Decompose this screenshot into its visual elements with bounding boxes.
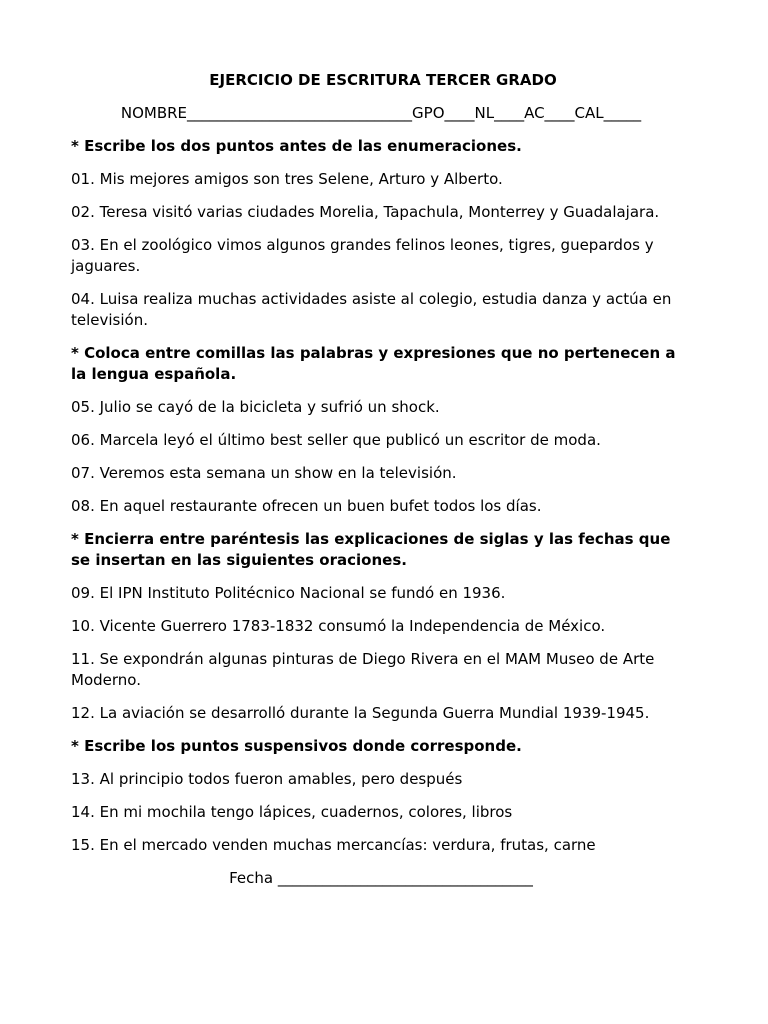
exercise-item-07: 07. Veremos esta semana un show en la televisión. xyxy=(71,464,457,482)
worksheet-page xyxy=(71,70,691,889)
section-colon xyxy=(71,136,691,331)
exercise-item-09: 09. El IPN Instituto Politécnico Nacional se fundó en 1936. xyxy=(71,584,506,602)
exercise-item-10: 10. Vicente Guerrero 1783-1832 consumó la Independencia de México. xyxy=(71,617,606,635)
exercise-item-14: 14. En mi mochila tengo lápices, cuadernos, colores, libros xyxy=(71,803,513,821)
section-instruction: * Escribe los dos puntos antes de las enumeraciones. xyxy=(71,137,522,155)
section-instruction: * Encierra entre paréntesis las explicaciones de siglas y las fechas que se insertan en las siguientes oraciones. xyxy=(71,530,671,569)
exercise-item-02: 02. Teresa visitó varias ciudades Morelia, Tapachula, Monterrey y Guadalajara. xyxy=(71,203,660,221)
exercise-item-08: 08. En aquel restaurante ofrecen un buen bufet todos los días. xyxy=(71,497,542,515)
exercise-item-06: 06. Marcela leyó el último best seller que publicó un escritor de moda. xyxy=(71,431,601,449)
exercise-item-13: 13. Al principio todos fueron amables, pero después xyxy=(71,770,463,788)
date-line: Fecha __________________________________ xyxy=(229,869,533,887)
section-instruction: * Coloca entre comillas las palabras y expresiones que no pertenecen a la lengua española. xyxy=(71,344,676,383)
exercise-item-12: 12. La aviación se desarrolló durante la Segunda Guerra Mundial 1939-1945. xyxy=(71,704,650,722)
exercise-item-15: 15. En el mercado venden muchas mercancías: verdura, frutas, carne xyxy=(71,836,596,854)
student-info-line: NOMBRE______________________________GPO____NL____AC____CAL_____ xyxy=(120,104,642,122)
exercise-item-03: 03. En el zoológico vimos algunos grandes felinos leones, tigres, guepardos y jaguares. xyxy=(71,236,654,275)
worksheet-title: EJERCICIO DE ESCRITURA TERCER GRADO xyxy=(209,71,557,89)
section-ellipsis xyxy=(71,736,691,856)
section-instruction: * Escribe los puntos suspensivos donde corresponde. xyxy=(71,737,522,755)
exercise-item-05: 05. Julio se cayó de la bicicleta y sufrió un shock. xyxy=(71,398,440,416)
section-quotes xyxy=(71,343,691,517)
section-parentheses xyxy=(71,529,691,724)
exercise-item-04: 04. Luisa realiza muchas actividades asiste al colegio, estudia danza y actúa en televisión. xyxy=(71,290,672,329)
exercise-item-11: 11. Se expondrán algunas pinturas de Diego Rivera en el MAM Museo de Arte Moderno. xyxy=(71,650,655,689)
exercise-item-01: 01. Mis mejores amigos son tres Selene, Arturo y Alberto. xyxy=(71,170,503,188)
